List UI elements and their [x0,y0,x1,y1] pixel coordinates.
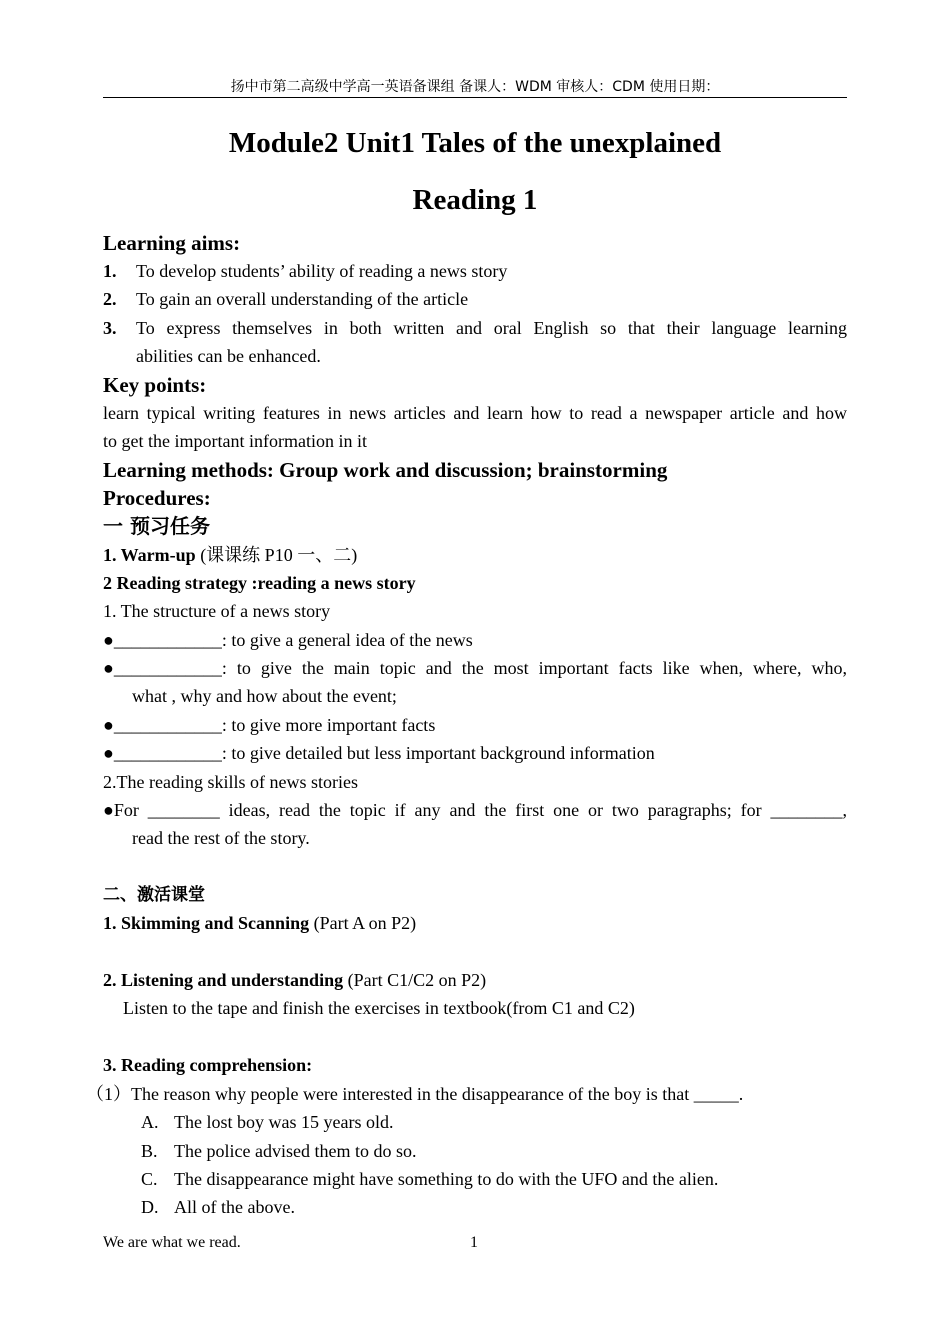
warm-up-note: (课课练 P10 一、二) [195,545,358,565]
section-2-heading: 二、激活课堂 [103,885,205,905]
learning-aims-heading: Learning aims: [103,231,241,255]
listening-instructions: Listen to the tape and finish the exercises in textbook(from C1 and C2) [123,998,635,1018]
warm-up-label: 1. Warm-up [103,545,196,565]
reading-skills-continued: read the rest of the story. [132,828,310,848]
header-rule [103,97,847,98]
bullet-icon: ● [103,630,114,650]
page-number: 1 [470,1234,478,1251]
listening-line [103,966,847,994]
structure-item-text-2: ____________: to give the main topic and the most important facts like when, where, who, [113,658,847,678]
listening-note: (Part C1/C2 on P2) [343,970,487,990]
question-1: （1）The reason why people were interested in the disappearance of the boy is that _____. [86,1084,744,1104]
key-points-line-2: to get the important information in it [103,431,367,451]
option-d-letter: D. [141,1197,159,1217]
reading-comprehension-heading: 3. Reading comprehension: [103,1055,313,1075]
document-subtitle: Reading 1 [412,184,538,216]
structure-item-4 [103,739,847,767]
aim-text-1: To develop students’ ability of reading a news story [136,261,508,281]
bullet-icon: ● [103,658,114,678]
aim-number-2: 2. [103,289,117,309]
structure-item-3 [103,711,847,739]
aim-text-3-continued: abilities can be enhanced. [136,346,321,366]
aim-number-1: 1. [103,261,117,281]
procedures-heading: Procedures: [103,486,211,510]
learning-methods: Learning methods: Group work and discussion; brainstorming [103,458,668,482]
option-c-text: The disappearance might have something to do with the UFO and the alien. [174,1169,719,1189]
structure-item-text-1: ____________: to give a general idea of the news [113,630,473,650]
key-points-heading: Key points: [103,373,207,397]
bullet-icon: ● [103,800,114,820]
aim-text-3: To express themselves in both written and oral English so that their language learning [136,318,847,338]
skimming-note: (Part A on P2) [309,913,417,933]
structure-item-1 [103,626,847,654]
reading-skills-item [103,796,847,824]
option-d-text: All of the above. [174,1197,295,1217]
option-b-letter: B. [141,1141,158,1161]
key-points-line-1: learn typical writing features in news articles and learn how to read a newspaper article and how [103,403,847,423]
page-header: 扬中市第二高级中学高一英语备课组 备课人：WDM 审核人：CDM 使用日期： [230,79,720,95]
aim-number-3: 3. [103,318,117,338]
document-title: Module2 Unit1 Tales of the unexplained [228,127,722,159]
footer-motto: We are what we read. [103,1234,241,1251]
structure-item-2-continued: what , why and how about the event; [132,686,397,706]
structure-item-2 [103,654,847,682]
structure-item-text-3: ____________: to give more important facts [113,715,436,735]
bullet-icon: ● [103,743,114,763]
aim-text-2: To gain an overall understanding of the article [136,289,469,309]
skimming-line [103,909,847,937]
reading-skills-title: 2.The reading skills of news stories [103,772,358,792]
section-1-heading: 一 预习任务 [103,514,210,538]
listening-label: 2. Listening and understanding [103,970,344,990]
reading-skills-text: For ________ ideas, read the topic if any and the first one or two paragraphs; for ________, [113,800,847,820]
option-a-text: The lost boy was 15 years old. [174,1112,394,1132]
option-c-letter: C. [141,1169,158,1189]
skimming-label: 1. Skimming and Scanning [103,913,310,933]
option-b-text: The police advised them to do so. [174,1141,417,1161]
reading-strategy-heading: 2 Reading strategy :reading a news story [103,573,416,593]
structure-title: 1. The structure of a news story [103,601,331,621]
bullet-icon: ● [103,715,114,735]
warm-up-line [103,541,847,569]
option-a-letter: A. [141,1112,159,1132]
structure-item-text-4: ____________: to give detailed but less important background information [113,743,655,763]
